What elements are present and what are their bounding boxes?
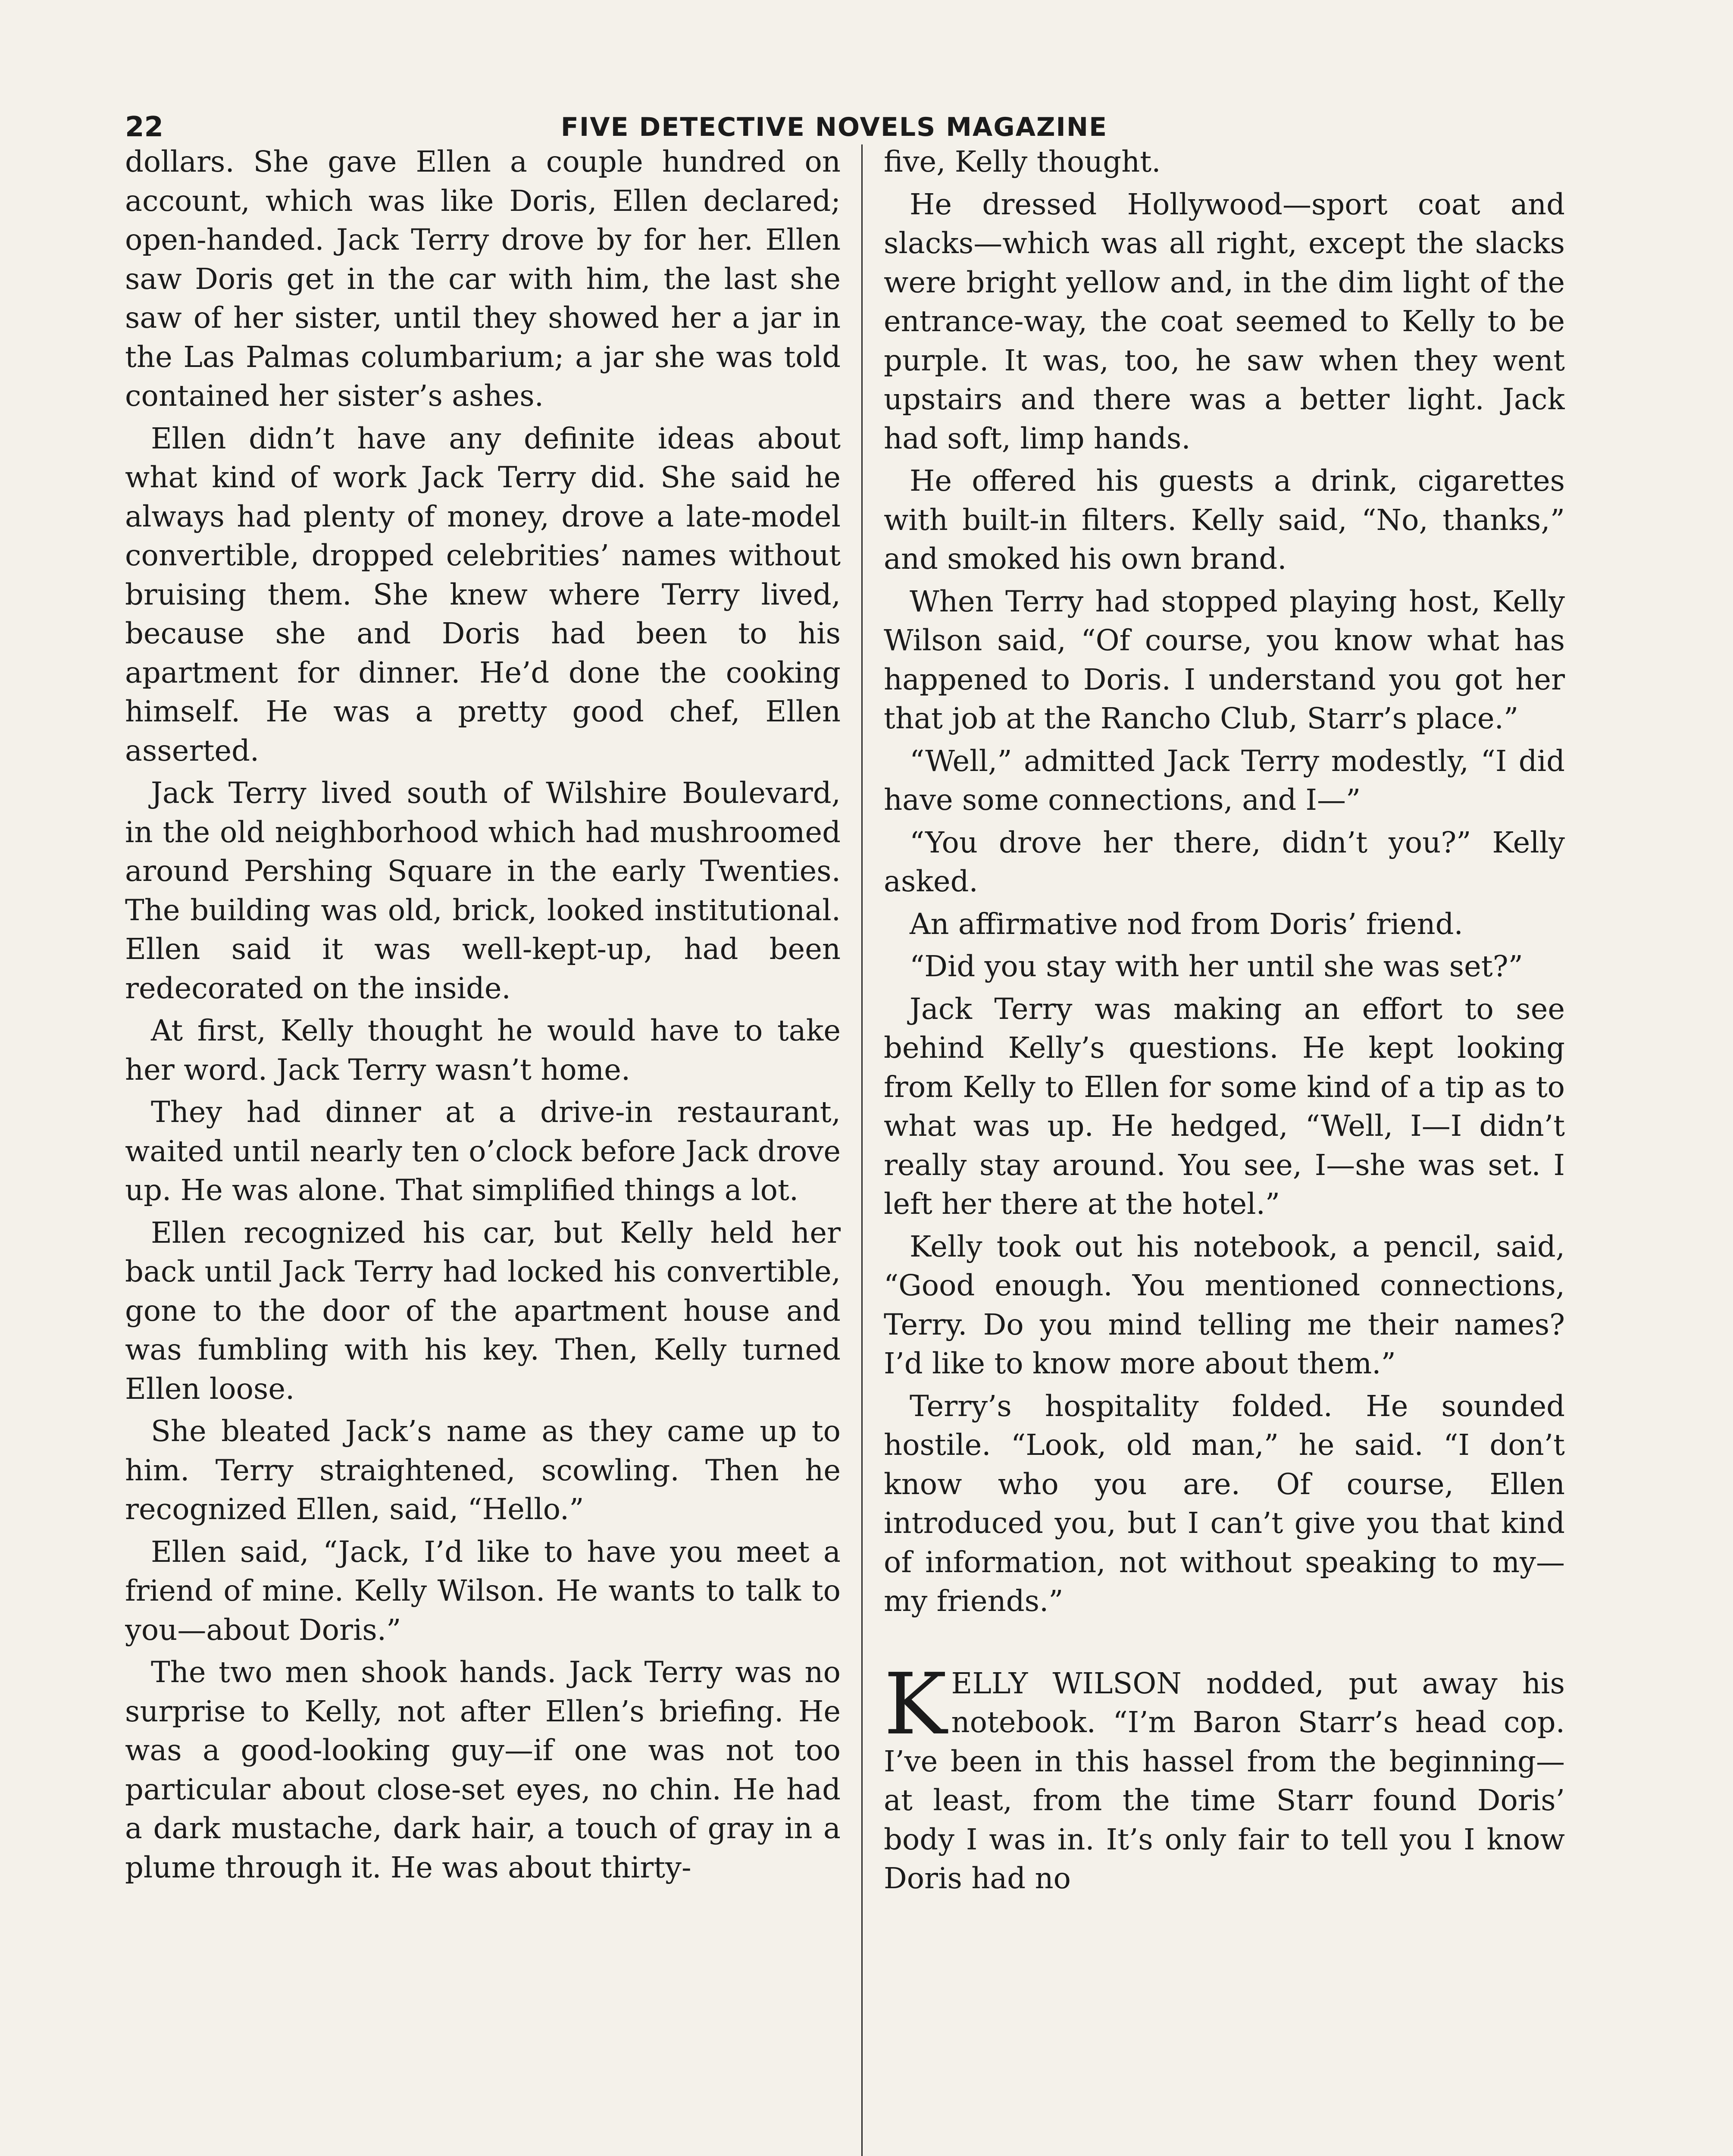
dropcap-paragraph-text: ELLY WILSON nodded, put away his notebook. “I’m Baron Starr’s head cop. I’ve been in this hassel from the beginning—at least, from the time Starr found Doris’ body I was in. It’s only fair to tell you I know Doris had no bbox=[884, 1666, 1565, 1895]
paragraph: dollars. She gave Ellen a couple hundred on account, which was like Doris, Ellen declared; open-handed. Jack Terry drove by for her. Ellen saw Doris get in the car with him, the last she saw of her sister, until they showed her a jar in the Las Palmas columbarium; a jar she was told contained her sister’s ashes. bbox=[125, 145, 841, 413]
right-column bbox=[884, 142, 1565, 2156]
dropcap-paragraph bbox=[884, 1655, 1565, 1898]
paragraph: “Well,” admitted Jack Terry modestly, “I did have some connections, and I—” bbox=[884, 744, 1565, 817]
paragraph: “You drove her there, didn’t you?” Kelly asked. bbox=[884, 825, 1565, 898]
paragraph: “Did you stay with her until she was set?” bbox=[910, 950, 1523, 983]
column-divider bbox=[861, 144, 863, 2156]
paragraph: At first, Kelly thought he would have to take her word. Jack Terry wasn’t home. bbox=[125, 1014, 841, 1087]
left-column bbox=[125, 142, 841, 2156]
paragraph: An affirmative nod from Doris’ friend. bbox=[910, 907, 1463, 941]
paragraph: Terry’s hospitality folded. He sounded hostile. “Look, old man,” he said. “I don’t know who you are. Of course, Ellen introduced you, but I can’t give you that kind of information, not without speaking to my—my friends.” bbox=[884, 1389, 1565, 1618]
paragraph: He offered his guests a drink, cigarettes with built-in filters. Kelly said, “No, thanks,” and smoked his own brand. bbox=[884, 464, 1565, 576]
page-number: 22 bbox=[125, 111, 164, 143]
paragraph: Jack Terry lived south of Wilshire Boulevard, in the old neighborhood which had mushroomed around Pershing Square in the early Twenties. The building was old, brick, looked institutional. Ellen said it was well-kept-up, had been redecorated on the inside. bbox=[125, 776, 841, 1005]
running-title: FIVE DETECTIVE NOVELS MAGAZINE bbox=[560, 112, 1108, 142]
paragraph: five, Kelly thought. bbox=[884, 145, 1161, 179]
paragraph: They had dinner at a drive-in restaurant, waited until nearly ten o’clock before Jack drove up. He was alone. That simplified things a lot. bbox=[125, 1095, 841, 1207]
paragraph: He dressed Hollywood—sport coat and slacks—which was all right, except the slacks were bright yellow and, in the dim light of the entrance-way, the coat seemed to Kelly to be purple. It was, too, he saw when they went upstairs and there was a better light. Jack had soft, limp hands. bbox=[884, 187, 1565, 455]
paragraph: She bleated Jack’s name as they came up to him. Terry straightened, scowling. Then he recognized Ellen, said, “Hello.” bbox=[125, 1414, 841, 1526]
paragraph: Ellen said, “Jack, I’d like to have you meet a friend of mine. Kelly Wilson. He wants to talk to you—about Doris.” bbox=[125, 1535, 841, 1647]
paragraph: Ellen didn’t have any definite ideas about what kind of work Jack Terry did. She said he always had plenty of money, drove a late-model convertible, dropped celebrities’ names without bruising them. She knew where Terry lived, because she and Doris had been to his apartment for dinner. He’d done the cooking himself. He was a pretty good chef, Ellen asserted. bbox=[125, 421, 841, 768]
paragraph: When Terry had stopped playing host, Kelly Wilson said, “Of course, you know what has happened to Doris. I understand you got her that job at the Rancho Club, Starr’s place.” bbox=[884, 584, 1565, 735]
paragraph: Jack Terry was making an effort to see behind Kelly’s questions. He kept looking from Kelly to Ellen for some kind of a tip as to what was up. He hedged, “Well, I—I didn’t really stay around. You see, I—she was set. I left her there at the hotel.” bbox=[884, 992, 1565, 1221]
paragraph: The two men shook hands. Jack Terry was no surprise to Kelly, not after Ellen’s briefing. He was a good-looking guy—if one was not too particular about close-set eyes, no chin. He had a dark mustache, dark hair, a touch of gray in a plume through it. He was about thirty- bbox=[125, 1655, 841, 1884]
drop-cap-initial: K bbox=[884, 1655, 947, 1754]
paragraph: Kelly took out his notebook, a pencil, said, “Good enough. You mentioned connections, Terry. Do you mind telling me their names? I’d like to know more about them.” bbox=[884, 1229, 1565, 1380]
paragraph: Ellen recognized his car, but Kelly held her back until Jack Terry had locked his convertible, gone to the door of the apartment house and was fumbling with his key. Then, Kelly turned Ellen loose. bbox=[125, 1216, 841, 1406]
